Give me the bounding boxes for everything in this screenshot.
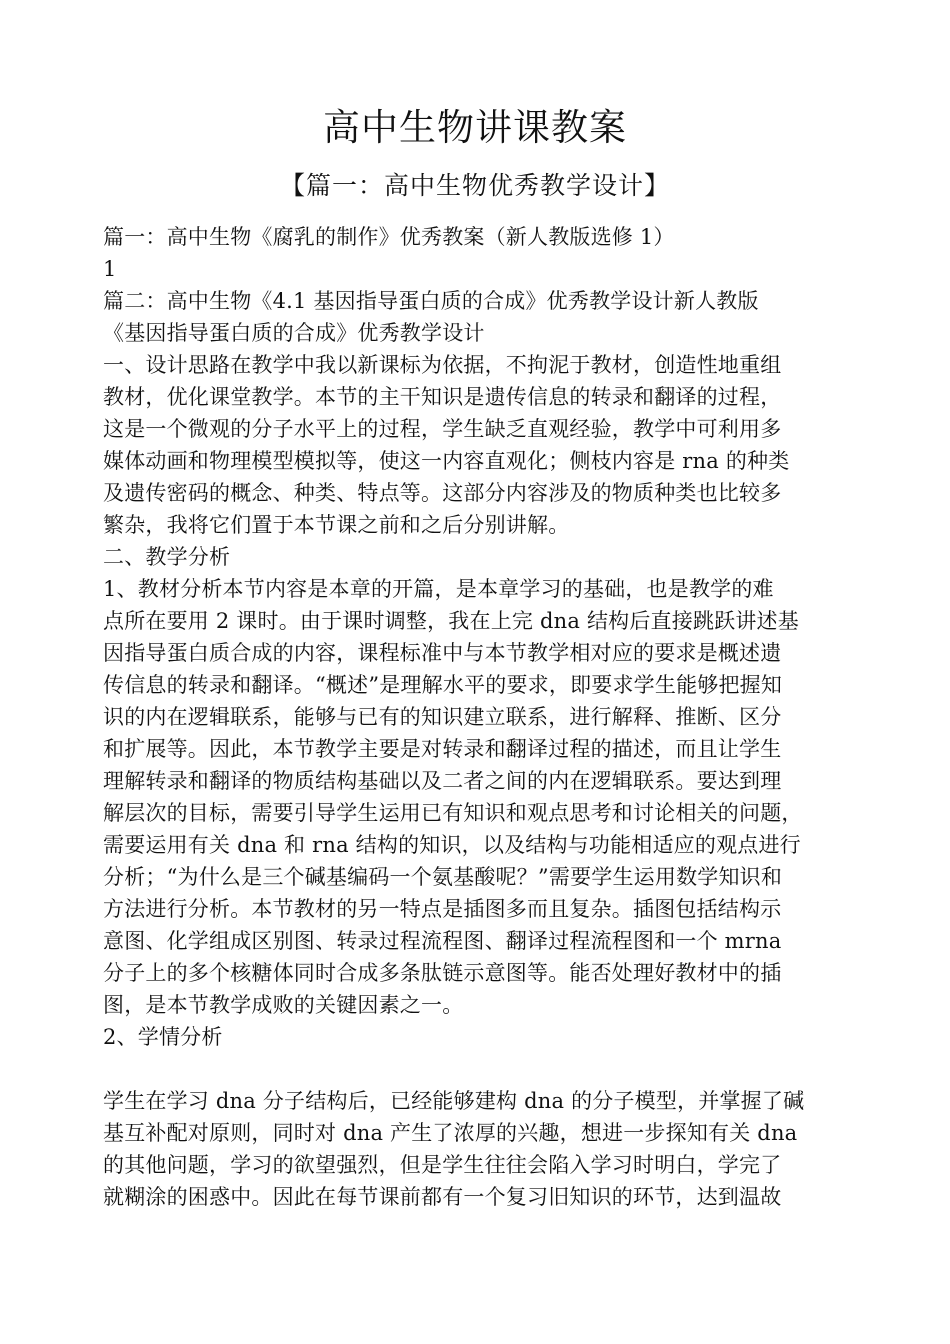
text-line: 1 (103, 257, 117, 281)
text-line: 教材，优化课堂教学。本节的主干知识是遗传信息的转录和翻译的过程， (103, 385, 782, 409)
text-line: 传信息的转录和翻译。“概述”是理解水平的要求，即要求学生能够把握知 (103, 673, 783, 697)
document-subtitle: 【篇一：高中生物优秀教学设计】 (279, 171, 670, 200)
text-line: 理解转录和翻译的物质结构基础以及二者之间的内在逻辑联系。要达到理 (103, 769, 782, 793)
text-line: 及遗传密码的概念、种类、特点等。这部分内容涉及的物质种类也比较多 (103, 481, 782, 505)
text-line: 《基因指导蛋白质的合成》优秀教学设计 (103, 321, 485, 345)
text-line: 媒体动画和物理模型模拟等，使这一内容直观化；侧枝内容是 rna 的种类 (103, 449, 790, 473)
text-line: 图，是本节教学成败的关键因素之一。 (103, 993, 464, 1017)
text-line: 解层次的目标，需要引导学生运用已有知识和观点思考和讨论相关的问题， (103, 801, 803, 825)
text-line: 繁杂，我将它们置于本节课之前和之后分别讲解。 (103, 513, 570, 537)
text-line: 需要运用有关 dna 和 rna 结构的知识，以及结构与功能相适应的观点进行 (103, 833, 801, 857)
text-line: 和扩展等。因此，本节教学主要是对转录和翻译过程的描述，而且让学生 (103, 737, 782, 761)
paragraph-gap (103, 1053, 855, 1085)
text-line: 这是一个微观的分子水平上的过程，学生缺乏直观经验，教学中可利用多 (103, 417, 782, 441)
text-line: 因指导蛋白质合成的内容，课程标准中与本节教学相对应的要求是概述遗 (103, 641, 782, 665)
section-heading: 2、学情分析 (103, 1025, 223, 1049)
text-line: 就糊涂的困惑中。因此在每节课前都有一个复习旧知识的环节，达到温故 (103, 1185, 782, 1209)
text-line: 意图、化学组成区别图、转录过程流程图、翻译过程流程图和一个 mrna (103, 929, 782, 953)
text-line: 篇二：高中生物《4.1 基因指导蛋白质的合成》优秀教学设计新人教版 (103, 289, 759, 313)
text-line: 篇一：高中生物《腐乳的制作》优秀教案（新人教版选修 1） (103, 225, 675, 249)
document-body (103, 221, 855, 1213)
text-line: 方法进行分析。本节教材的另一特点是插图多而且复杂。插图包括结构示 (103, 897, 782, 921)
text-line: 一、设计思路在教学中我以新课标为依据，不拘泥于教材，创造性地重组 (103, 353, 782, 377)
text-line: 基互补配对原则，同时对 dna 产生了浓厚的兴趣，想进一步探知有关 dna (103, 1121, 798, 1145)
text-line: 1、教材分析本节内容是本章的开篇，是本章学习的基础，也是教学的难 (103, 577, 774, 601)
section-heading: 二、教学分析 (103, 545, 231, 569)
text-line: 点所在要用 2 课时。由于课时调整，我在上完 dna 结构后直接跳跃讲述基 (103, 609, 799, 633)
text-line: 的其他问题，学习的欲望强烈，但是学生往往会陷入学习时明白，学完了 (103, 1153, 782, 1177)
text-line: 分析；“为什么是三个碱基编码一个氨基酸呢？”需要学生运用数学知识和 (103, 865, 783, 889)
text-line: 识的内在逻辑联系，能够与已有的知识建立联系，进行解释、推断、区分 (103, 705, 782, 729)
document-title: 高中生物讲课教案 (323, 106, 627, 149)
text-line: 学生在学习 dna 分子结构后，已经能够建构 dna 的分子模型，并掌握了碱 (103, 1089, 805, 1113)
text-line: 分子上的多个核糖体同时合成多条肽链示意图等。能否处理好教材中的插 (103, 961, 782, 985)
